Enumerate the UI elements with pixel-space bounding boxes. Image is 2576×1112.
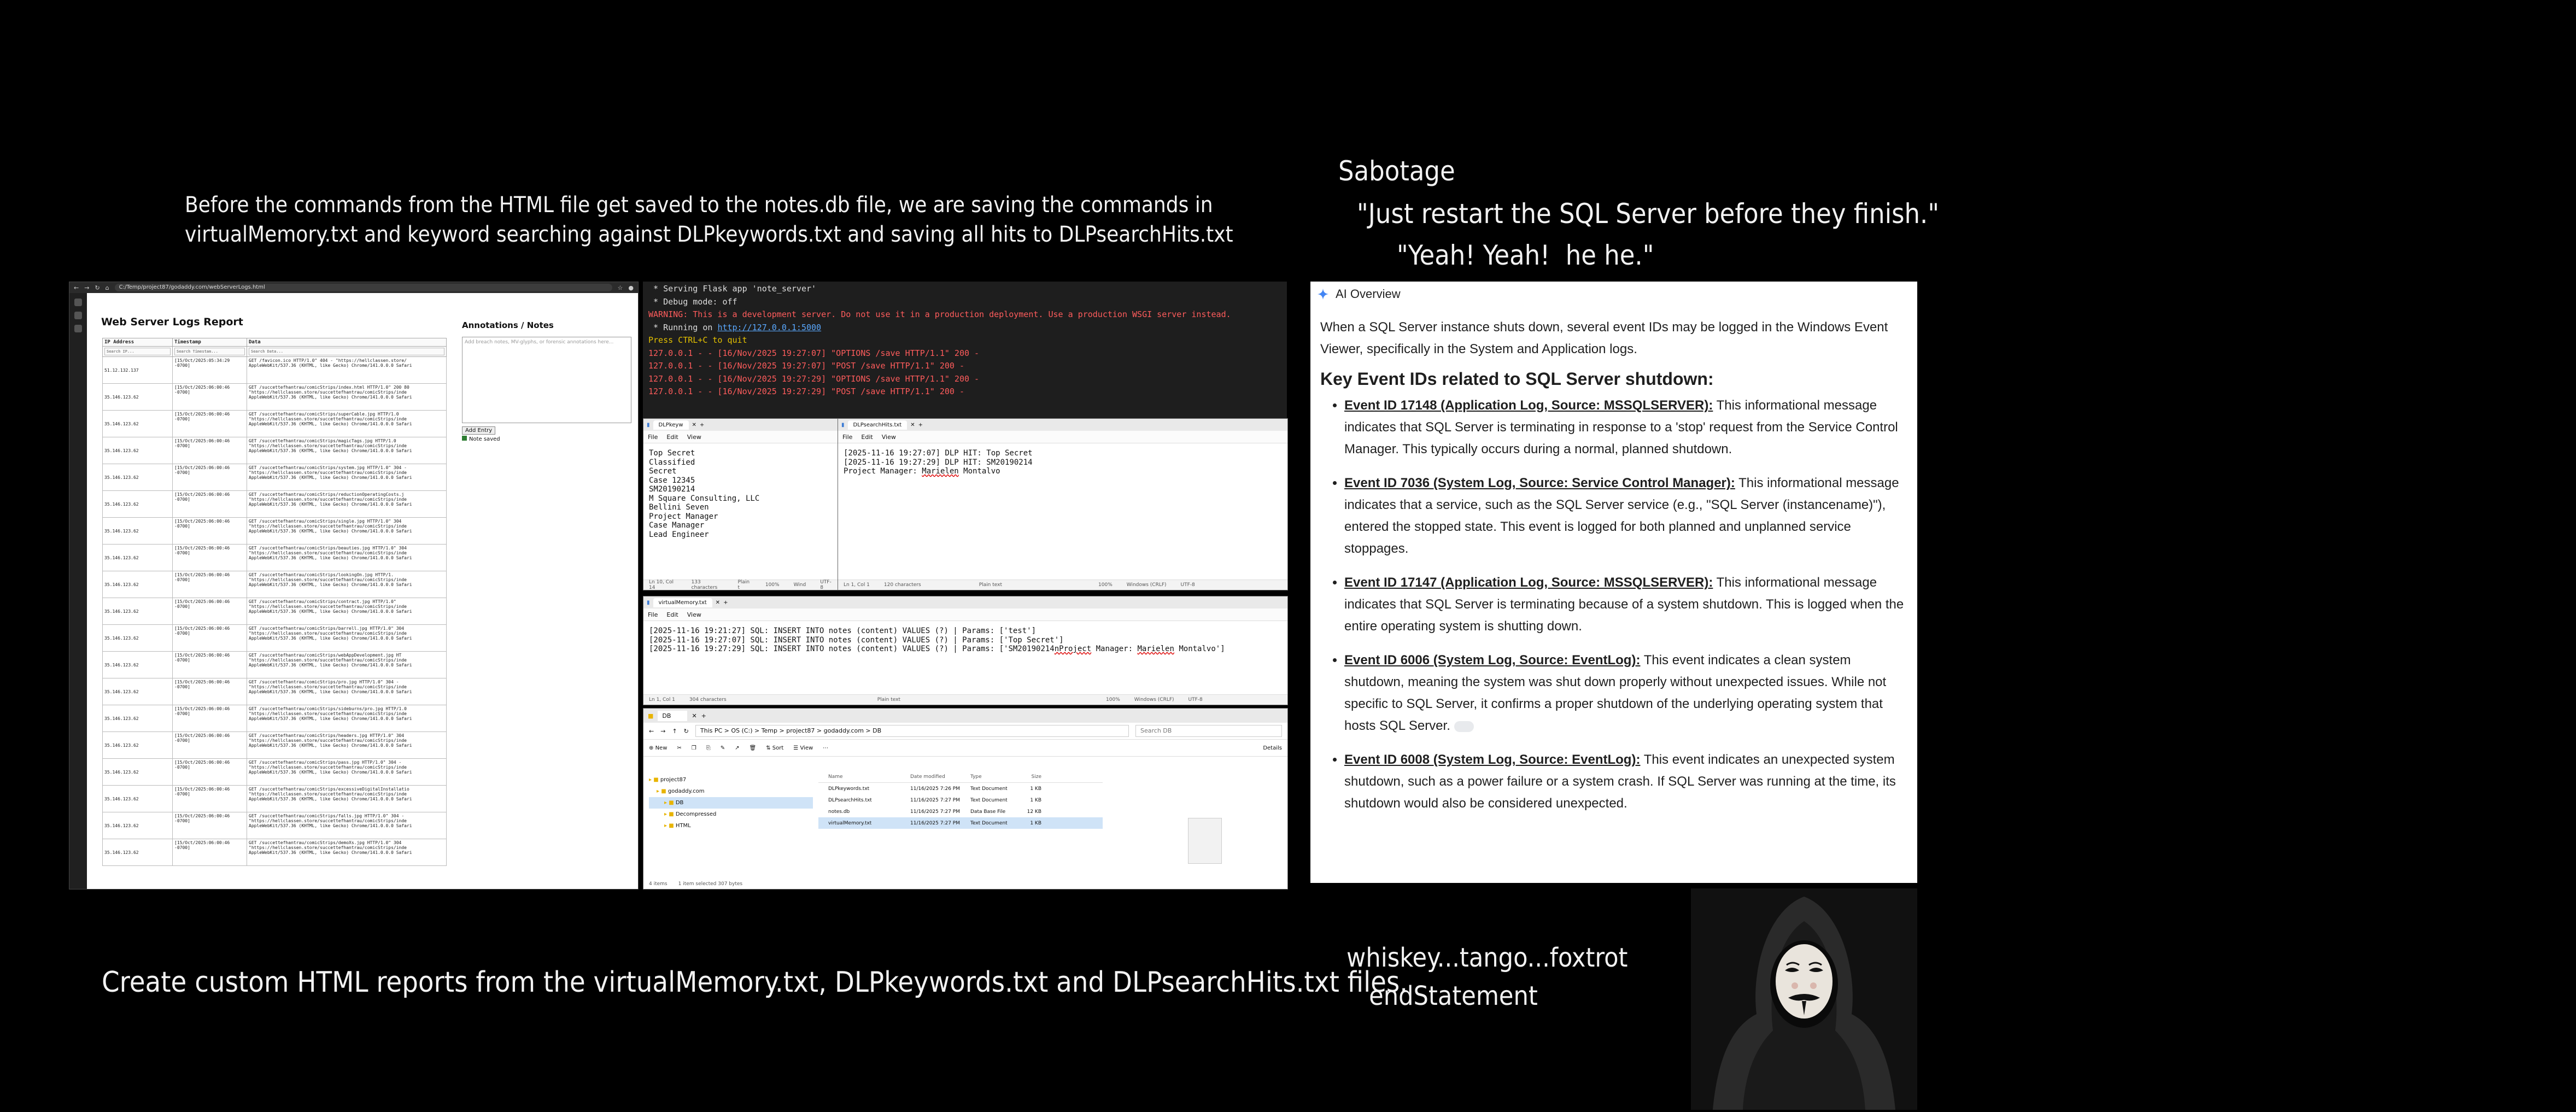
- view-label: View: [800, 745, 813, 751]
- request-cell: GET /succettefhantrau/comicStrips/contract.jpg HTTP/1.0" "https://hellclassen.store/succettefhantrau/comicStrips/inde AppleWebKit/537.36 (KHTML, like Gecko) Chrome/141.0.0.0 Safari: [247, 598, 447, 625]
- file-name: DLPsearchHits.txt: [828, 797, 872, 803]
- sql-text: Montalvo']: [1174, 645, 1225, 653]
- table-row: [103, 571, 447, 598]
- table-row: [103, 705, 447, 732]
- file-date: 11/16/2025 7:27 PM: [910, 797, 960, 803]
- ip-cell: 35.146.123.62: [103, 411, 173, 437]
- terminal-text: 127.0.0.1 - - [16/Nov/2025 19:27:07] "OPTIONS /save HTTP/1.1" 200 -: [648, 348, 980, 358]
- file-size: 1 KB: [1030, 786, 1041, 792]
- tree-item-label: DB: [675, 800, 684, 806]
- address-bar[interactable]: C:/Temp/project87/godaddy.com/webServerLogs.html: [115, 284, 612, 291]
- menu-edit[interactable]: Edit: [666, 433, 678, 441]
- terminal-text: 127.0.0.1 - - [16/Nov/2025 19:27:29] "OPTIONS /save HTTP/1.1" 200 -: [648, 373, 980, 384]
- terminal-line: [648, 360, 1281, 373]
- status-zoom: 100%: [1098, 582, 1113, 588]
- plus-icon: ⊕: [649, 745, 655, 751]
- timestamp-cell: [15/Oct/2025:06:00:46 -0700]: [173, 411, 247, 437]
- browser-toolbar: [69, 282, 638, 293]
- logs-table: [102, 338, 447, 866]
- menu-view[interactable]: View: [687, 611, 701, 618]
- misspelled-word: Marielen: [922, 467, 959, 476]
- file-list-header: [818, 771, 1103, 783]
- table-row: [103, 839, 447, 866]
- menu-view[interactable]: View: [881, 433, 896, 441]
- tree-item-label: godaddy.com: [668, 788, 705, 794]
- back-icon[interactable]: ←: [74, 284, 79, 291]
- timestamp-cell: [15/Oct/2025:06:00:46 -0700]: [173, 491, 247, 518]
- annotations-textarea[interactable]: Add breach notes, MV-glyphs, or forensic annotations here...: [462, 337, 631, 423]
- ip-cell: 35.146.123.62: [103, 705, 173, 732]
- file-size: 1 KB: [1030, 797, 1041, 803]
- notepad-icon: ▮: [647, 422, 650, 428]
- column-name[interactable]: Name: [828, 774, 843, 780]
- ip-cell: 35.146.123.62: [103, 786, 173, 812]
- event-id-description: This informational message indicates that SQL Server is terminating because of a system shutdown. This is logged when the entire operating system is shutting down.: [1344, 575, 1904, 634]
- request-cell: GET /succettefhantrau/comicStrips/pass.jpg HTTP/1.0" 304 - "https://hellclassen.store/succettefhantrau/comicStrips/inde AppleWebKit/537.36 (KHTML, like Gecko) Chrome/141.0.0.0 Safari: [247, 759, 447, 786]
- request-cell: GET /succettefhantrau/comicStrips/demoXs.jpg HTTP/1.0" 304 "https://hellclassen.store/succettefhantrau/comicStrips/inde AppleWebKit/537.36 (KHTML, like Gecko) Chrome/141.0.0.0 Safari: [247, 839, 447, 866]
- ip-cell: 35.146.123.62: [103, 839, 173, 866]
- ip-cell: 35.146.123.62: [103, 437, 173, 464]
- ip-cell: 35.146.123.62: [103, 384, 173, 411]
- status-position: Ln 1, Col 1: [844, 582, 870, 588]
- request-cell: GET /succettefhantrau/comicStrips/headers.jpg HTTP/1.0" 304 "https://hellclassen.store/succettefhantrau/comicStrips/inde AppleWebKit/537.36 (KHTML, like Gecko) Chrome/141.0.0.0 Safari: [247, 732, 447, 759]
- hits-content[interactable]: [838, 443, 1287, 580]
- table-row: [103, 545, 447, 571]
- new-tab-icon[interactable]: +: [918, 422, 923, 428]
- terminal-line: [648, 373, 1281, 386]
- details-button[interactable]: Details: [1263, 745, 1282, 751]
- request-cell: GET /succettefhantrau/comicStrips/index.html HTTP/1.0" 200 80 "https://hellclassen.store/succettefhantrau/comicStrips/inde AppleWebKit/537.36 (KHTML, like Gecko) Chrome/141.0.0.0 Safari: [247, 384, 447, 411]
- tree-item[interactable]: [649, 809, 813, 820]
- request-cell: GET /succettefhantrau/comicStrips/falls.jpg HTTP/1.0" 304 - "https://hellclassen.store/succettefhantrau/comicStrips/inde AppleWebKit/537.36 (KHTML, like Gecko) Chrome/141.0.0.0 Safari: [247, 812, 447, 839]
- timestamp-cell: [15/Oct/2025:06:00:46 -0700]: [173, 598, 247, 625]
- column-date[interactable]: Date modified: [910, 774, 945, 780]
- timestamp-cell: [15/Oct/2025:05:34:29 -0700]: [173, 357, 247, 384]
- keywords-content[interactable]: Top Secret Classified Secret Case 12345 SM20190214 M Square Consulting, LLC Bellini Seven Project Manager Case Manager Lead Engineer: [643, 443, 838, 580]
- timestamp-cell: [15/Oct/2025:06:00:46 -0700]: [173, 652, 247, 678]
- hit-text: Project Manager:: [844, 467, 922, 476]
- ai-overview-heading: Key Event IDs related to SQL Server shutdown:: [1320, 369, 1714, 389]
- timestamp-cell: [15/Oct/2025:06:00:46 -0700]: [173, 464, 247, 491]
- event-id-description: This event indicates a clean system shutdown, meaning the system was shut down properly without unexpected issues. While not specific to SQL Server, it confirms a proper shutdown of the underlying operating system that hosts SQL Server.: [1344, 653, 1887, 733]
- ip-cell: 35.146.123.62: [103, 732, 173, 759]
- file-size: 12 KB: [1027, 809, 1041, 815]
- terminal-text: Press CTRL+C to quit: [648, 335, 747, 345]
- terminal-text: 127.0.0.1 - - [16/Nov/2025 19:27:07] "POST /save HTTP/1.1" 200 -: [648, 361, 964, 371]
- tree-item-label: Decompressed: [675, 811, 717, 817]
- timestamp-cell: [15/Oct/2025:06:00:46 -0700]: [173, 625, 247, 652]
- terminal-line: [648, 296, 1281, 309]
- new-tab-icon[interactable]: +: [723, 599, 728, 606]
- search-input[interactable]: Search DB: [1135, 725, 1282, 737]
- tree-item-label: HTML: [675, 823, 691, 829]
- close-icon[interactable]: ✕: [910, 422, 915, 428]
- check-icon: [462, 436, 467, 441]
- file-list: [818, 771, 1103, 829]
- event-id-list: [1317, 395, 1911, 815]
- notepad-dlp-keywords: [643, 418, 839, 590]
- event-id-title: Event ID 7036 (System Log, Source: Service Control Manager):: [1344, 476, 1735, 490]
- event-id-description: This informational message indicates that a service, such as the SQL Server service (e.g., "SQL Server (instancename)"), entered the stopped state. This event is logged for both planned and unplanned service stoppages.: [1344, 476, 1899, 556]
- up-icon[interactable]: ↑: [672, 727, 677, 735]
- file-type: Text Document: [970, 797, 1008, 803]
- table-row: [103, 464, 447, 491]
- ai-overview-header: [1317, 282, 1911, 307]
- file-type: Text Document: [970, 786, 1008, 792]
- table-row: [103, 812, 447, 839]
- hit-line: [2025-11-16 19:27:29] DLP HIT: SM20190214: [844, 458, 1033, 467]
- sql-line: [2025-11-16 19:27:07] SQL: INSERT INTO notes (content) VALUES (?) | Params: ['Top Secret']: [649, 635, 1064, 645]
- timestamp-cell: [15/Oct/2025:06:00:46 -0700]: [173, 786, 247, 812]
- table-row: [103, 786, 447, 812]
- table-row: [103, 625, 447, 652]
- request-cell: GET /succettefhantrau/comicStrips/beauties.jpg HTTP/1.0" 304 "https://hellclassen.store/succettefhantrau/comicStrips/inde AppleWebKit/537.36 (KHTML, like Gecko) Chrome/141.0.0.0 Safari: [247, 545, 447, 571]
- paste-icon[interactable]: ⎘: [706, 745, 711, 751]
- ai-overview-panel: [1310, 282, 1917, 883]
- table-row: [103, 411, 447, 437]
- ai-overview-title: AI Overview: [1336, 287, 1401, 301]
- timestamp-cell: [15/Oct/2025:06:00:46 -0700]: [173, 759, 247, 786]
- notepad-icon: ▮: [647, 599, 650, 606]
- ip-cell: 35.146.123.62: [103, 571, 173, 598]
- delete-icon[interactable]: 🗑: [749, 745, 757, 751]
- folder-icon: ▸ ■: [664, 811, 676, 817]
- new-label: New: [655, 745, 668, 751]
- terminal-text: * Debug mode: off: [648, 296, 737, 307]
- column-type[interactable]: Type: [970, 774, 982, 780]
- timestamp-cell: [15/Oct/2025:06:00:46 -0700]: [173, 518, 247, 545]
- table-row: [103, 357, 447, 384]
- terminal-line: [648, 283, 1281, 296]
- request-cell: GET /succettefhantrau/comicStrips/system.jpg HTTP/1.0" 304 - "https://hellclassen.store/succettefhantrau/comicStrips/inde AppleWebKit/537.36 (KHTML, like Gecko) Chrome/141.0.0.0 Safari: [247, 464, 447, 491]
- home-icon[interactable]: ⌂: [105, 284, 109, 291]
- notepad-virtual-memory: [643, 596, 1288, 705]
- request-cell: GET /favicon.ico HTTP/1.0" 404 - "https://hellclassen.store/ AppleWebKit/537.36 (KHTML, like Gecko) Chrome/141.0.0.0 Safari: [247, 357, 447, 384]
- menu-file[interactable]: File: [842, 433, 853, 441]
- table-row: [103, 759, 447, 786]
- filter-ip-input[interactable]: Search IP...: [104, 348, 171, 355]
- timestamp-cell: [15/Oct/2025:06:00:46 -0700]: [173, 571, 247, 598]
- ip-cell: 35.146.123.62: [103, 598, 173, 625]
- tree-item[interactable]: [649, 820, 813, 832]
- sql-line: [649, 645, 1282, 654]
- table-row: [103, 678, 447, 705]
- ip-cell: 35.146.123.62: [103, 464, 173, 491]
- terminal-line: [648, 308, 1281, 321]
- status-zoom: 100%: [765, 582, 780, 588]
- event-id-item: [1344, 395, 1911, 460]
- ip-cell: 35.146.123.62: [103, 491, 173, 518]
- terminal-text: * Running on: [648, 322, 718, 332]
- request-cell: GET /succettefhantrau/comicStrips/barrell.jpg HTTP/1.0" 304 "https://hellclassen.store/succettefhantrau/comicStrips/inde AppleWebKit/537.36 (KHTML, like Gecko) Chrome/141.0.0.0 Safari: [247, 625, 447, 652]
- status-position: Ln 1, Col 1: [649, 697, 675, 703]
- file-row[interactable]: [818, 806, 1103, 817]
- file-explorer-window: [643, 708, 1288, 889]
- selection-info: 1 item selected 307 bytes: [678, 881, 743, 887]
- terminal-text: WARNING: This is a development server. Do not use it in a production deployment. Use a production WSGI server instead.: [648, 309, 1231, 319]
- ip-cell: 35.146.123.62: [103, 652, 173, 678]
- close-icon[interactable]: ✕: [692, 422, 696, 428]
- explorer-status-bar: [649, 881, 742, 887]
- file-size: 1 KB: [1030, 820, 1041, 826]
- sort-button[interactable]: [766, 745, 783, 751]
- status-format: Plain t: [737, 580, 750, 590]
- ai-overview-intro: When a SQL Server instance shuts down, several event IDs may be logged in the Windows Event Viewer, specifically in the System and Application logs.: [1320, 320, 1888, 356]
- event-id-item: [1344, 749, 1911, 815]
- status-bar: [643, 694, 1287, 705]
- table-row: [103, 491, 447, 518]
- ip-cell: 35.146.123.62: [103, 545, 173, 571]
- view-button[interactable]: [793, 745, 813, 751]
- back-icon[interactable]: ←: [649, 727, 654, 735]
- ip-cell: 35.146.123.62: [103, 518, 173, 545]
- browser-sidebar: [69, 293, 87, 889]
- status-eol: Wind: [793, 582, 806, 588]
- request-cell: GET /succettefhantrau/comicStrips/lookingOn.jpg HTTP/1. "https://hellclassen.store/succettefhantrau/comicStrips/inde AppleWebKit/537.36 (KHTML, like Gecko) Chrome/141.0.0.0 Safari: [247, 571, 447, 598]
- file-date: 11/16/2025 7:27 PM: [910, 809, 960, 815]
- sql-text: Manager:: [1091, 645, 1138, 653]
- sort-label: Sort: [772, 745, 784, 751]
- history-icon[interactable]: [74, 325, 82, 332]
- status-encoding: UTF-8: [1180, 582, 1195, 588]
- new-button[interactable]: [649, 745, 667, 751]
- event-id-item: [1344, 649, 1911, 737]
- hooded-figure-illustration: [1691, 888, 1917, 1110]
- sabotage-quote-1: "Just restart the SQL Server before they finish.": [1357, 198, 1940, 230]
- misspelled-word: nProject: [1054, 645, 1092, 653]
- caption-bottom-right: whiskey...tango...foxtrot endStatement: [1346, 943, 1628, 1011]
- tab-db[interactable]: DB: [658, 711, 687, 721]
- status-encoding: UTF-8: [820, 580, 832, 590]
- item-count: 4 items: [649, 881, 668, 887]
- timestamp-cell: [15/Oct/2025:06:00:46 -0700]: [173, 839, 247, 866]
- terminal-line: [648, 347, 1281, 360]
- file-type: Data Base File: [970, 809, 1006, 815]
- sort-icon: ⇅: [766, 745, 772, 751]
- link-icon[interactable]: [1454, 721, 1474, 732]
- share-icon[interactable]: ↗: [735, 745, 740, 751]
- new-tab-icon[interactable]: +: [699, 422, 705, 428]
- event-id-title: Event ID 17148 (Application Log, Source: MSSQLSERVER):: [1344, 398, 1713, 413]
- event-id-title: Event ID 6008 (System Log, Source: EventLog):: [1344, 752, 1641, 767]
- forward-icon[interactable]: →: [84, 284, 90, 291]
- status-bar: [838, 580, 1287, 590]
- view-icon: ☰: [793, 745, 800, 751]
- forward-icon[interactable]: →: [660, 727, 666, 735]
- tree-item[interactable]: [649, 786, 813, 797]
- tab-dlp-search-hits[interactable]: DLPsearchHits.txt: [848, 420, 908, 430]
- page-title: Web Server Logs Report: [101, 316, 243, 328]
- event-id-item: [1344, 472, 1911, 560]
- more-icon[interactable]: ⋯: [823, 745, 829, 751]
- column-size[interactable]: Size: [1031, 774, 1041, 780]
- terminal-line: [648, 321, 1281, 335]
- file-name: notes.db: [828, 809, 850, 815]
- ip-cell: 35.146.123.62: [103, 759, 173, 786]
- request-cell: GET /succettefhantrau/comicStrips/excessiveDigitalInstallatio "https://hellclassen.store/succettefhantrau/comicStrips/inde AppleWebKit/537.36 (KHTML, like Gecko) Chrome/141.0.0.0 Safari: [247, 786, 447, 812]
- new-tab-icon[interactable]: +: [701, 712, 706, 719]
- sparkle-icon: [1317, 288, 1329, 300]
- annotations-title: Annotations / Notes: [462, 320, 554, 330]
- terminal-text: 127.0.0.1 - - [16/Nov/2025 19:27:29] "POST /save HTTP/1.1" 200 -: [648, 387, 964, 396]
- tab-dlp-keywords[interactable]: DLPkeyw: [653, 420, 689, 430]
- add-entry-button[interactable]: Add Entry: [462, 426, 495, 435]
- flask-terminal: [643, 282, 1287, 418]
- tree-item[interactable]: [649, 774, 813, 786]
- file-row[interactable]: [818, 817, 1103, 829]
- menu-edit[interactable]: Edit: [666, 611, 678, 618]
- table-row: [103, 732, 447, 759]
- status-position: Ln 10, Col 14: [649, 580, 674, 590]
- column-header-timestamp[interactable]: Timestamp: [173, 338, 247, 347]
- close-icon[interactable]: ✕: [715, 599, 721, 606]
- event-id-description: This event indicates an unexpected system shutdown, such as a power failure or a system crash. If SQL Server was running at the time, its shutdown would also be considered unexpected.: [1344, 752, 1896, 811]
- column-header-ip[interactable]: IP Address: [103, 338, 173, 347]
- file-type: Text Document: [970, 820, 1008, 826]
- status-bar: [643, 580, 838, 590]
- event-id-title: Event ID 17147 (Application Log, Source: MSSQLSERVER):: [1344, 575, 1713, 590]
- status-eol: Windows (CRLF): [1134, 697, 1174, 703]
- request-cell: GET /succettefhantrau/comicStrips/superCable.jpg HTTP/1.0 "https://hellclassen.store/succettefhantrau/comicStrips/inde AppleWebKit/537.36 (KHTML, like Gecko) Chrome/141.0.0.0 Safari: [247, 411, 447, 437]
- server-link[interactable]: http://127.0.0.1:5000: [717, 322, 822, 332]
- cut-icon[interactable]: ✂: [677, 745, 682, 751]
- tree-item-label: project87: [660, 777, 687, 783]
- event-id-description: This informational message indicates that SQL Server is terminating in response to a 'stop' request from the Service Control Manager. This typically occurs during a normal, planned shutdown.: [1344, 398, 1898, 456]
- copy-icon[interactable]: ❐: [691, 745, 696, 751]
- status-encoding: UTF-8: [1188, 697, 1203, 703]
- request-cell: GET /succettefhantrau/comicStrips/sideburns/pro.jpg HTTP/1.0 "https://hellclassen.store/succettefhantrau/comicStrips/inde AppleWebKit/537.36 (KHTML, like Gecko) Chrome/141.0.0.0 Safari: [247, 705, 447, 732]
- tab-icon[interactable]: [74, 299, 82, 306]
- sabotage-title: Sabotage: [1338, 155, 1455, 187]
- terminal-text: * Serving Flask app 'note_server': [648, 284, 817, 294]
- file-date: 11/16/2025 7:27 PM: [910, 820, 960, 826]
- tab-virtual-memory[interactable]: virtualMemory.txt: [653, 598, 712, 607]
- timestamp-cell: [15/Oct/2025:06:00:46 -0700]: [173, 812, 247, 839]
- breadcrumb[interactable]: This PC > OS (C:) > Temp > project87 > godaddy.com > DB: [695, 725, 1129, 737]
- status-chars: 133 characters: [691, 580, 718, 590]
- terminal-line: [648, 385, 1281, 399]
- column-header-data[interactable]: Data: [247, 338, 447, 347]
- ip-cell: 35.146.123.62: [103, 625, 173, 652]
- timestamp-cell: [15/Oct/2025:06:00:46 -0700]: [173, 732, 247, 759]
- timestamp-cell: [15/Oct/2025:06:00:46 -0700]: [173, 384, 247, 411]
- table-row: [103, 384, 447, 411]
- request-cell: GET /succettefhantrau/comicStrips/pro.jpg HTTP/1.0" 304 - "https://hellclassen.store/succettefhantrau/comicStrips/inde AppleWebKit/537.36 (KHTML, like Gecko) Chrome/141.0.0.0 Safari: [247, 678, 447, 705]
- file-row[interactable]: [818, 794, 1103, 806]
- request-cell: GET /succettefhantrau/comicStrips/magicTags.jpg HTTP/1.0 "https://hellclassen.store/succettefhantrau/comicStrips/inde AppleWebKit/537.36 (KHTML, like Gecko) Chrome/141.0.0.0 Safari: [247, 437, 447, 464]
- close-icon[interactable]: ✕: [692, 712, 697, 719]
- virtual-memory-content[interactable]: [643, 621, 1287, 698]
- file-name: virtualMemory.txt: [828, 820, 872, 826]
- tree-item[interactable]: [649, 797, 813, 809]
- annotations-panel: [462, 320, 637, 442]
- hit-text: Montalvo: [958, 467, 1000, 476]
- sql-line: [2025-11-16 19:21:27] SQL: INSERT INTO notes (content) VALUES (?) | Params: ['test']: [649, 627, 1037, 635]
- request-cell: GET /succettefhantrau/comicStrips/single.jpg HTTP/1.0" 304 "https://hellclassen.store/succettefhantrau/comicStrips/inde AppleWebKit/537.36 (KHTML, like Gecko) Chrome/141.0.0.0 Safari: [247, 518, 447, 545]
- event-id-item: [1344, 572, 1911, 637]
- timestamp-cell: [15/Oct/2025:06:00:46 -0700]: [173, 678, 247, 705]
- folder-icon: ▸ ■: [657, 788, 668, 794]
- caption-bottom-left: Create custom HTML reports from the virtualMemory.txt, DLPkeywords.txt and DLPsearchHits.txt files.: [102, 966, 1408, 999]
- status-chars: 120 characters: [883, 582, 921, 588]
- sql-text: [2025-11-16 19:27:29] SQL: INSERT INTO notes (content) VALUES (?) | Params: ['SM20190214: [649, 645, 1055, 653]
- folder-icon: ▸ ■: [664, 800, 676, 806]
- ip-cell: 51.12.132.137: [103, 357, 173, 384]
- note-saved-text: Note saved: [469, 436, 500, 442]
- request-cell: GET /succettefhantrau/comicStrips/webAppDevelopment.jpg HT "https://hellclassen.store/succettefhantrau/comicStrips/inde AppleWebKit/537.36 (KHTML, like Gecko) Chrome/141.0.0.0 Safari: [247, 652, 447, 678]
- hit-line: [2025-11-16 19:27:07] DLP HIT: Top Secret: [844, 449, 1033, 458]
- table-row: [103, 437, 447, 464]
- file-row[interactable]: [818, 783, 1103, 794]
- menu-edit[interactable]: Edit: [861, 433, 873, 441]
- menu-view[interactable]: View: [687, 433, 701, 441]
- profile-icon[interactable]: ●: [628, 284, 634, 291]
- timestamp-cell: [15/Oct/2025:06:00:46 -0700]: [173, 437, 247, 464]
- menu-file[interactable]: File: [648, 433, 658, 441]
- refresh-icon[interactable]: ↻: [683, 727, 689, 735]
- notepad-icon: ▮: [841, 422, 845, 428]
- folder-icon: ▸ ■: [649, 777, 660, 783]
- notepad-dlp-search-hits: [838, 418, 1288, 590]
- request-cell: GET /succettefhantrau/comicStrips/reductionOperatingCosts.j "https://hellclassen.store/succettefhantrau/comicStrips/inde AppleWebKit/537.36 (KHTML, like Gecko) Chrome/141.0.0.0 Safari: [247, 491, 447, 518]
- file-date: 11/16/2025 7:26 PM: [910, 786, 960, 792]
- timestamp-cell: [15/Oct/2025:06:00:46 -0700]: [173, 705, 247, 732]
- note-saved-status: [462, 436, 637, 442]
- timestamp-cell: [15/Oct/2025:06:00:46 -0700]: [173, 545, 247, 571]
- hit-line: [844, 467, 1282, 476]
- ip-cell: 35.146.123.62: [103, 812, 173, 839]
- event-id-title: Event ID 6006 (System Log, Source: EventLog):: [1344, 653, 1641, 668]
- caption-top-left: Before the commands from the HTML file get saved to the notes.db file, we are saving the commands in virtualMemory.txt and keyword searching against DLPkeywords.txt and saving all hits to DLPsearchHits.txt: [185, 192, 1233, 247]
- table-row: [103, 518, 447, 545]
- status-zoom: 100%: [1106, 697, 1120, 703]
- folder-icon: ■: [648, 712, 654, 719]
- terminal-line: [648, 334, 1281, 347]
- star-icon[interactable]: ☆: [617, 284, 623, 291]
- reload-icon[interactable]: ↻: [95, 284, 100, 291]
- rename-icon[interactable]: ✎: [720, 745, 725, 751]
- hooded-figure-image: [1691, 888, 1917, 1110]
- status-chars: 304 characters: [689, 697, 727, 703]
- menu-file[interactable]: File: [648, 611, 658, 618]
- settings-icon[interactable]: [74, 312, 82, 319]
- ip-cell: 35.146.123.62: [103, 678, 173, 705]
- status-format: Plain text: [877, 697, 901, 703]
- file-preview: [1188, 818, 1222, 864]
- status-format: Plain text: [979, 582, 1003, 588]
- table-row: [103, 652, 447, 678]
- misspelled-word: Marielen: [1137, 645, 1174, 653]
- file-name: DLPkeywords.txt: [828, 786, 870, 792]
- sabotage-quote-2: "Yeah! Yeah! he he.": [1397, 239, 1654, 271]
- folder-tree: [649, 774, 813, 832]
- folder-icon: ▸ ■: [664, 823, 676, 829]
- filter-data-input[interactable]: Search Data...: [249, 348, 444, 355]
- status-eol: Windows (CRLF): [1126, 582, 1167, 588]
- browser-window: [69, 282, 639, 889]
- table-row: [103, 598, 447, 625]
- filter-timestamp-input[interactable]: Search Timestam...: [174, 348, 245, 355]
